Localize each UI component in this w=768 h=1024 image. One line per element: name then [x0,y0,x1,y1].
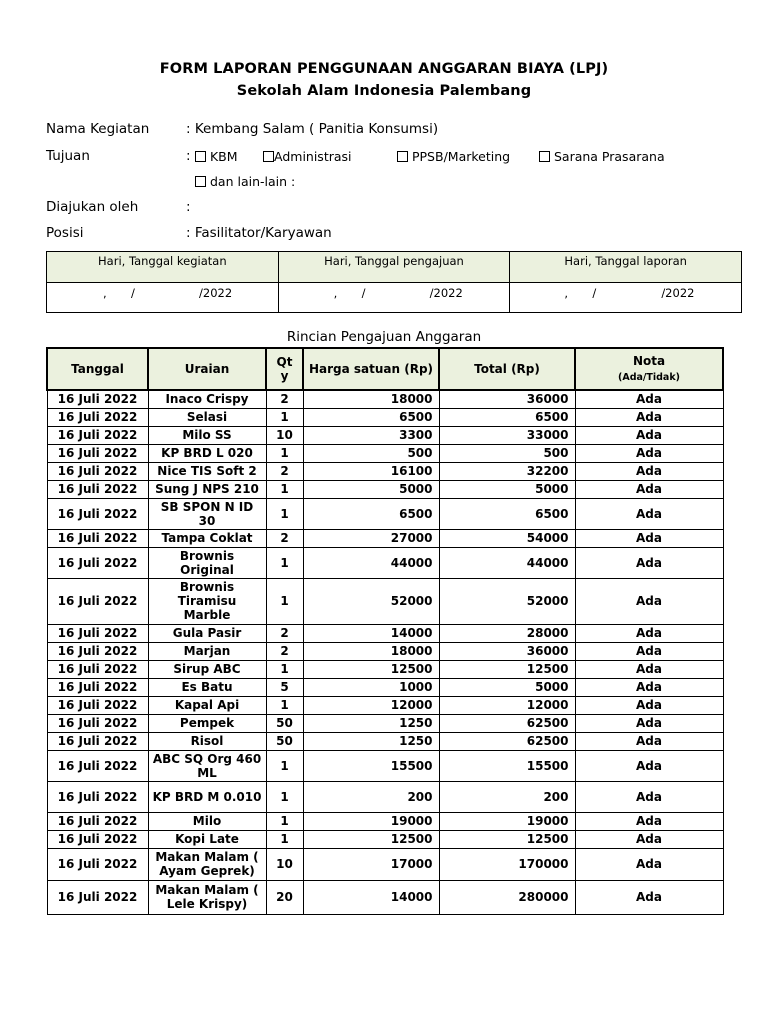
row-harga: 1250 [303,714,439,732]
row-uraian: Milo [148,812,266,830]
row-nota: Ada [575,696,723,714]
row-tanggal: 16 Juli 2022 [47,696,148,714]
row-total: 52000 [439,578,575,624]
row-tanggal: 16 Juli 2022 [47,462,148,480]
row-nota: Ada [575,390,723,408]
nota-sublabel: (Ada/Tidak) [618,371,680,383]
row-harga: 6500 [303,498,439,529]
row-harga: 1000 [303,678,439,696]
row-qty: 50 [266,714,303,732]
posisi-label: Posisi [46,225,84,241]
date-year: /2022 [661,286,695,300]
row-tanggal: 16 Juli 2022 [47,624,148,642]
row-tanggal: 16 Juli 2022 [47,660,148,678]
row-harga: 16100 [303,462,439,480]
row-nota: Ada [575,578,723,624]
row-uraian: KP BRD L 020 [148,444,266,462]
table-row [47,444,723,462]
row-qty: 10 [266,848,303,880]
table-row [47,529,723,547]
row-tanggal: 16 Juli 2022 [47,848,148,880]
tujuan-label: Tujuan [46,148,90,164]
option-administrasi[interactable] [263,149,352,164]
row-nota: Ada [575,426,723,444]
row-uraian: SB SPON N ID 30 [148,498,266,529]
date-slash: / [131,286,135,300]
row-nota: Ada [575,547,723,578]
row-total: 15500 [439,750,575,781]
table-row [47,750,723,781]
checkbox-icon[interactable] [195,151,206,162]
row-tanggal: 16 Juli 2022 [47,547,148,578]
row-tanggal: 16 Juli 2022 [47,578,148,624]
table-row [47,547,723,578]
diajukan-value: : [186,199,191,215]
row-harga: 18000 [303,390,439,408]
budget-table [46,347,724,915]
option-kbm[interactable] [195,149,238,164]
table-row [47,498,723,529]
row-uraian: Selasi [148,408,266,426]
option-sarana-prasarana-label: Sarana Prasarana [553,149,665,164]
date-slash: / [361,286,366,300]
row-harga: 6500 [303,408,439,426]
row-uraian: Kopi Late [148,830,266,848]
table-row [47,678,723,696]
posisi-value: : Fasilitator/Karyawan [186,225,332,241]
row-total: 6500 [439,498,575,529]
row-nota: Ada [575,714,723,732]
row-nota: Ada [575,480,723,498]
row-nota: Ada [575,462,723,480]
row-uraian: Makan Malam ( Lele Krispy) [148,880,266,914]
table-row [47,624,723,642]
row-qty: 1 [266,444,303,462]
row-qty: 1 [266,408,303,426]
row-qty: 1 [266,660,303,678]
row-qty: 1 [266,547,303,578]
row-nota: Ada [575,848,723,880]
row-tanggal: 16 Juli 2022 [47,714,148,732]
row-tanggal: 16 Juli 2022 [47,732,148,750]
row-qty: 1 [266,781,303,812]
row-nota: Ada [575,678,723,696]
date-slash: / [592,286,597,300]
date-laporan-cell[interactable] [510,283,742,313]
row-qty: 5 [266,678,303,696]
table-row [47,480,723,498]
row-uraian: Sirup ABC [148,660,266,678]
table-row [47,696,723,714]
col-header-harga: Harga satuan (Rp) [303,348,439,390]
nama-kegiatan-label: Nama Kegiatan [46,121,150,137]
option-ppsb-marketing-label: PPSB/Marketing [411,149,511,164]
row-total: 5000 [439,678,575,696]
table-row [47,660,723,678]
row-uraian: Milo SS [148,426,266,444]
col-header-uraian: Uraian [148,348,266,390]
row-qty: 2 [266,390,303,408]
row-uraian: Makan Malam ( Ayam Geprek) [148,848,266,880]
row-harga: 12500 [303,660,439,678]
row-uraian: Kapal Api [148,696,266,714]
row-qty: 2 [266,462,303,480]
checkbox-icon[interactable] [539,151,550,162]
row-qty: 10 [266,426,303,444]
row-tanggal: 16 Juli 2022 [47,642,148,660]
table-row [47,426,723,444]
row-tanggal: 16 Juli 2022 [47,750,148,781]
row-uraian: Risol [148,732,266,750]
row-harga: 19000 [303,812,439,830]
option-sarana-prasarana[interactable] [539,149,665,164]
date-year: /2022 [429,286,463,300]
checkbox-icon[interactable] [195,176,206,187]
row-nota: Ada [575,750,723,781]
row-nota: Ada [575,408,723,426]
row-uraian: Brownis Original [148,547,266,578]
row-harga: 14000 [303,624,439,642]
col-header-qty: Qt y [266,348,303,390]
row-total: 6500 [439,408,575,426]
row-nota: Ada [575,660,723,678]
row-nota: Ada [575,781,723,812]
row-total: 62500 [439,732,575,750]
checkbox-icon[interactable] [397,151,408,162]
row-nota: Ada [575,642,723,660]
row-nota: Ada [575,812,723,830]
table-row [47,390,723,408]
row-nota: Ada [575,830,723,848]
row-total: 200 [439,781,575,812]
date-comma: , [564,286,568,300]
date-kegiatan-cell[interactable] [47,283,279,313]
row-tanggal: 16 Juli 2022 [47,781,148,812]
row-qty: 2 [266,642,303,660]
dates-table [46,251,742,313]
row-total: 12500 [439,830,575,848]
row-uraian: Brownis Tiramisu Marble [148,578,266,624]
row-nota: Ada [575,624,723,642]
row-total: 280000 [439,880,575,914]
row-harga: 5000 [303,480,439,498]
row-uraian: Es Batu [148,678,266,696]
table-row [47,880,723,914]
row-nota: Ada [575,529,723,547]
row-qty: 1 [266,498,303,529]
row-qty: 2 [266,529,303,547]
col-header-nota [575,348,723,390]
form-title: FORM LAPORAN PENGGUNAAN ANGGARAN BIAYA (LPJ) [159,61,609,77]
row-harga: 12000 [303,696,439,714]
row-total: 62500 [439,714,575,732]
table-row [47,578,723,624]
table-row [47,781,723,812]
row-total: 33000 [439,426,575,444]
tujuan-colon: : [186,148,191,164]
row-harga: 27000 [303,529,439,547]
date-header-laporan: Hari, Tanggal laporan [510,252,742,283]
diajukan-label: Diajukan oleh [46,199,139,215]
row-total: 36000 [439,642,575,660]
row-harga: 52000 [303,578,439,624]
row-qty: 50 [266,732,303,750]
nota-label: Nota [632,353,666,368]
row-nota: Ada [575,880,723,914]
row-total: 12000 [439,696,575,714]
row-harga: 200 [303,781,439,812]
row-total: 44000 [439,547,575,578]
table-row [47,848,723,880]
row-qty: 1 [266,750,303,781]
row-tanggal: 16 Juli 2022 [47,480,148,498]
date-year: /2022 [199,286,233,300]
rincian-title: Rincian Pengajuan Anggaran [286,329,482,345]
date-header-kegiatan: Hari, Tanggal kegiatan [47,252,279,283]
row-harga: 1250 [303,732,439,750]
row-qty: 1 [266,812,303,830]
date-header-pengajuan: Hari, Tanggal pengajuan [278,252,510,283]
table-row [47,830,723,848]
row-tanggal: 16 Juli 2022 [47,678,148,696]
row-uraian: KP BRD M 0.010 [148,781,266,812]
option-kbm-label: KBM [209,149,238,164]
row-harga: 18000 [303,642,439,660]
row-tanggal: 16 Juli 2022 [47,426,148,444]
row-total: 32200 [439,462,575,480]
date-pengajuan-cell[interactable] [278,283,510,313]
row-total: 54000 [439,529,575,547]
row-total: 12500 [439,660,575,678]
row-qty: 1 [266,480,303,498]
row-harga: 12500 [303,830,439,848]
row-total: 500 [439,444,575,462]
row-harga: 15500 [303,750,439,781]
row-tanggal: 16 Juli 2022 [47,408,148,426]
row-total: 170000 [439,848,575,880]
row-nota: Ada [575,732,723,750]
row-total: 28000 [439,624,575,642]
row-qty: 1 [266,578,303,624]
table-row [47,732,723,750]
option-lain-lain-label: dan lain-lain : [209,174,296,189]
row-uraian: Marjan [148,642,266,660]
row-total: 5000 [439,480,575,498]
row-qty: 2 [266,624,303,642]
table-row [47,462,723,480]
checkbox-icon[interactable] [263,151,274,162]
option-administrasi-label: Administrasi [274,149,352,164]
row-uraian: Nice TIS Soft 2 [148,462,266,480]
nama-kegiatan-value: : Kembang Salam ( Panitia Konsumsi) [186,121,439,137]
row-uraian: Inaco Crispy [148,390,266,408]
row-harga: 500 [303,444,439,462]
row-tanggal: 16 Juli 2022 [47,390,148,408]
school-name: Sekolah Alam Indonesia Palembang [236,83,532,99]
col-header-tanggal: Tanggal [47,348,148,390]
row-total: 19000 [439,812,575,830]
row-tanggal: 16 Juli 2022 [47,529,148,547]
table-row [47,642,723,660]
row-harga: 3300 [303,426,439,444]
row-tanggal: 16 Juli 2022 [47,444,148,462]
row-uraian: Sung J NPS 210 [148,480,266,498]
row-uraian: Gula Pasir [148,624,266,642]
table-row [47,714,723,732]
row-qty: 20 [266,880,303,914]
row-uraian: Tampa Coklat [148,529,266,547]
row-uraian: ABC SQ Org 460 ML [148,750,266,781]
row-tanggal: 16 Juli 2022 [47,830,148,848]
row-harga: 14000 [303,880,439,914]
row-tanggal: 16 Juli 2022 [47,880,148,914]
option-ppsb-marketing[interactable] [397,149,510,164]
row-uraian: Pempek [148,714,266,732]
row-harga: 44000 [303,547,439,578]
row-nota: Ada [575,444,723,462]
row-qty: 1 [266,830,303,848]
date-comma: , [103,286,107,300]
table-row [47,408,723,426]
row-nota: Ada [575,498,723,529]
row-tanggal: 16 Juli 2022 [47,498,148,529]
row-total: 36000 [439,390,575,408]
row-qty: 1 [266,696,303,714]
table-row [47,812,723,830]
row-tanggal: 16 Juli 2022 [47,812,148,830]
date-comma: , [333,286,338,300]
option-lain-lain[interactable] [195,174,295,189]
row-harga: 17000 [303,848,439,880]
col-header-total: Total (Rp) [439,348,575,390]
